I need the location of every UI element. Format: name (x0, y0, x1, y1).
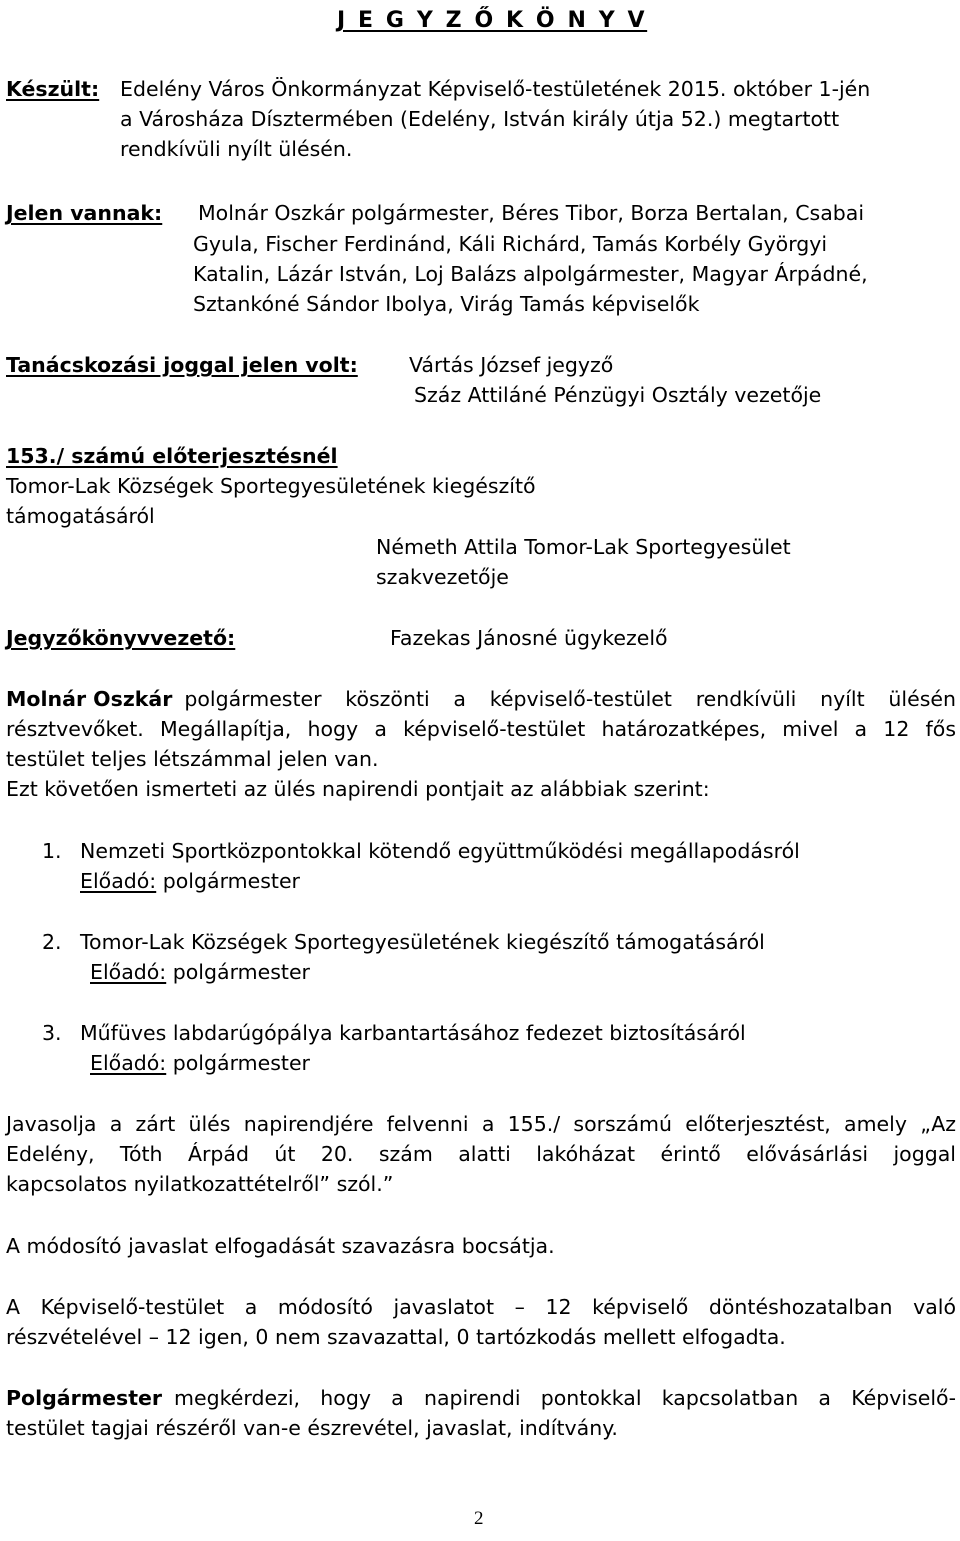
agenda-item-1-presenter-label: Előadó: (80, 869, 157, 893)
agenda-item-3-text: Műfüves labdarúgópálya karbantartásához fedezet biztosításáról (80, 1021, 746, 1045)
para5-bold: Polgármester (6, 1386, 163, 1410)
keszult-line-2: a Városháza Dísztermében (Edelény, István király útja 52.) megtartott (120, 107, 840, 131)
eloterjesztes-line-1: Tomor-Lak Községek Sportegyesületének kiegészítő (6, 474, 536, 498)
para1-line-1-rest: polgármester köszönti a képviselő-testület rendkívüli nyílt ülésén (184, 687, 956, 711)
jelen-label: Jelen vannak: (6, 201, 163, 225)
para5-line-2: testület tagjai részéről van-e észrevétel, javaslat, indítvány. (6, 1416, 618, 1440)
para1-line-3: testület teljes létszámmal jelen van. (6, 747, 379, 771)
para4-line-2: részvételével – 12 igen, 0 nem szavazattal, 0 tartózkodás mellett elfogadta. (6, 1325, 786, 1349)
agenda-item-1-presenter-name: polgármester (162, 869, 300, 893)
eloterjesztes-person-2: szakvezetője (376, 565, 509, 589)
para5-line-1-rest: megkérdezi, hogy a napirendi pontokkal kapcsolatban a Képviselő- (174, 1386, 956, 1410)
agenda-item-3-presenter-label: Előadó: (90, 1051, 167, 1075)
agenda-item-2-presenter-name: polgármester (172, 960, 310, 984)
para1-bold: Molnár Oszkár (6, 687, 173, 711)
agenda-item-2-number: 2. (42, 930, 62, 954)
jelen-line-4: Sztankóné Sándor Ibolya, Virág Tamás képviselők (193, 292, 700, 316)
agenda-item-2-presenter-label: Előadó: (90, 960, 167, 984)
para2-line-1: Javasolja a zárt ülés napirendjére felvenni a 155./ sorszámú előterjesztést, amely „Az (6, 1112, 956, 1136)
para5-line-1 (6, 1383, 956, 1413)
agenda-item-1-presenter (80, 866, 300, 896)
eloterjesztes-label: 153./ számú előterjesztésnél (6, 444, 338, 468)
jelen-line-2: Gyula, Fischer Ferdinánd, Káli Richárd, Tamás Korbély Györgyi (193, 232, 828, 256)
keszult-line-1: Edelény Város Önkormányzat Képviselő-testületének 2015. október 1-jén (120, 77, 871, 101)
eloterjesztes-line-2: támogatásáról (6, 504, 155, 528)
agenda-item-3-presenter-name: polgármester (172, 1051, 310, 1075)
para3: A módosító javaslat elfogadását szavazásra bocsátja. (6, 1234, 555, 1258)
keszult-label: Készült: (6, 77, 100, 101)
agenda-item-1-number: 1. (42, 839, 62, 863)
agenda-item-1-text: Nemzeti Sportközpontokkal kötendő együttműködési megállapodásról (80, 839, 800, 863)
agenda-item-3-presenter (90, 1048, 310, 1078)
jelen-line-1: Molnár Oszkár polgármester, Béres Tibor, Borza Bertalan, Csabai (198, 201, 865, 225)
agenda-item-2-presenter (90, 957, 310, 987)
agenda-item-2-text: Tomor-Lak Községek Sportegyesületének kiegészítő támogatásáról (80, 930, 765, 954)
para2-line-2: Edelény, Tóth Árpád út 20. szám alatti lakóházat érintő elővásárlási joggal (6, 1142, 956, 1166)
eloterjesztes-person-1: Németh Attila Tomor-Lak Sportegyesület (376, 535, 791, 559)
jegyzokonyvvezeto-name: Fazekas Jánosné ügykezelő (390, 626, 668, 650)
keszult-line-3: rendkívüli nyílt ülésén. (120, 137, 353, 161)
document-title: J E G Y Z Ő K Ö N Y V (337, 8, 648, 33)
para1-line-4: Ezt követően ismerteti az ülés napirendi pontjait az alábbiak szerint: (6, 777, 710, 801)
para2-line-3: kapcsolatos nyilatkozattételről” szól.” (6, 1172, 394, 1196)
jegyzokonyvvezeto-label: Jegyzőkönyvvezető: (6, 626, 236, 650)
para4-line-1: A Képviselő-testület a módosító javaslatot – 12 képviselő döntéshozatalban való (6, 1295, 956, 1319)
tanacskozasi-person-2: Száz Attiláné Pénzügyi Osztály vezetője (414, 383, 822, 407)
tanacskozasi-label: Tanácskozási joggal jelen volt: (6, 353, 358, 377)
jelen-line-3: Katalin, Lázár István, Loj Balázs alpolgármester, Magyar Árpádné, (193, 262, 868, 286)
para1-line-1 (6, 684, 956, 714)
tanacskozasi-person-1: Vártás József jegyző (409, 353, 614, 377)
para1-line-2: résztvevőket. Megállapítja, hogy a képviselő-testület határozatképes, mivel a 12 fős (6, 717, 956, 741)
agenda-item-3-number: 3. (42, 1021, 62, 1045)
page-number: 2 (474, 1508, 484, 1529)
